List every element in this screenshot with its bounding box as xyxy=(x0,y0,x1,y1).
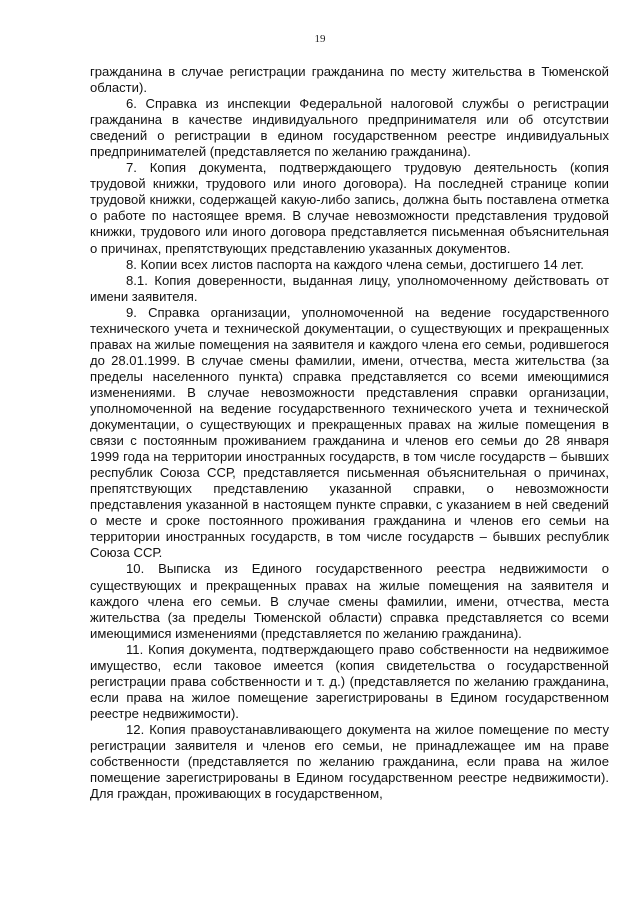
paragraph-continuation: гражданина в случае регистрации гражданина по месту жительства в Тюменской области). xyxy=(90,64,609,96)
paragraph-item-12: 12. Копия правоустанавливающего документа на жилое помещение по месту регистрации заявителя и членов его семьи, не принадлежащее им на праве собственности (представляется по желанию гражданина, если права на жилое помещение зарегистрированы в Едином государственном реестре недвижимости). Для граждан, проживающих в государственном, xyxy=(90,721,609,802)
paragraph-item-7: 7. Копия документа, подтверждающего трудовую деятельность (копия трудовой книжки, трудового или иного договора). На последней странице копии трудовой книжки, содержащей какую-либо запись, должна быть поставлена отметка о работе по настоящее время. В случае невозможности представления трудовой книжки, трудового или иного договора представляется письменная объяснительная о причинах, препятствующих представлению указанных документов. xyxy=(90,160,609,256)
page-number: 19 xyxy=(314,33,326,45)
paragraph-item-10: 10. Выписка из Единого государственного реестра недвижимости о существующих и прекращенных правах на жилые помещения на заявителя и каждого члена его семьи. В случае смены фамилии, имени, отчества, места жительства (за пределы Тюменской области) справка представляется со всеми имеющимися изменениями (представляется по желанию гражданина). xyxy=(90,561,609,641)
paragraph-item-6: 6. Справка из инспекции Федеральной налоговой службы о регистрации гражданина в качестве индивидуального предпринимателя или об отсутствии сведений о регистрации в едином государственном реестре индивидуальных предпринимателей (представляется по желанию гражданина). xyxy=(90,96,609,160)
document-body xyxy=(90,64,609,802)
paragraph-item-8-1: 8.1. Копия доверенности, выданная лицу, уполномоченному действовать от имени заявителя. xyxy=(90,272,609,304)
paragraph-item-11: 11. Копия документа, подтверждающего право собственности на недвижимое имущество, если таковое имеется (копия свидетельства о государственной регистрации права собственности и т. д.) (представляется по желанию гражданина, если права на жилое помещение зарегистрированы в Едином государственном реестре недвижимости). xyxy=(90,641,609,721)
paragraph-item-9: 9. Справка организации, уполномоченной на ведение государственного технического учета и технической документации, о существующих и прекращенных правах на жилые помещения на заявителя и каждого члена его семьи, родившегося до 28.01.1999. В случае смены фамилии, имени, отчества, места жительства (за пределы населенного пункта) справка представляется со всеми имеющимися изменениями. В случае невозможности представления справки организации, уполномоченной на ведение государственного технического учета и технической документации, о существующих и прекращенных правах на жилые помещения в связи с постоянным проживанием гражданина и членов его семьи до 28 января 1999 года на территории иностранных государств, в том числе государств – бывших республик Союза ССР, представляется письменная объяснительная о причинах, препятствующих представлению указанной справки, о невозможности представления указанной в настоящем пункте справки, с указанием в ней сведений о месте и сроке постоянного проживания гражданина и членов его семьи на территории иностранных государств, в том числе государств – бывших республик Союза ССР. xyxy=(90,304,609,561)
paragraph-item-8: 8. Копии всех листов паспорта на каждого члена семьи, достигшего 14 лет. xyxy=(126,256,584,272)
